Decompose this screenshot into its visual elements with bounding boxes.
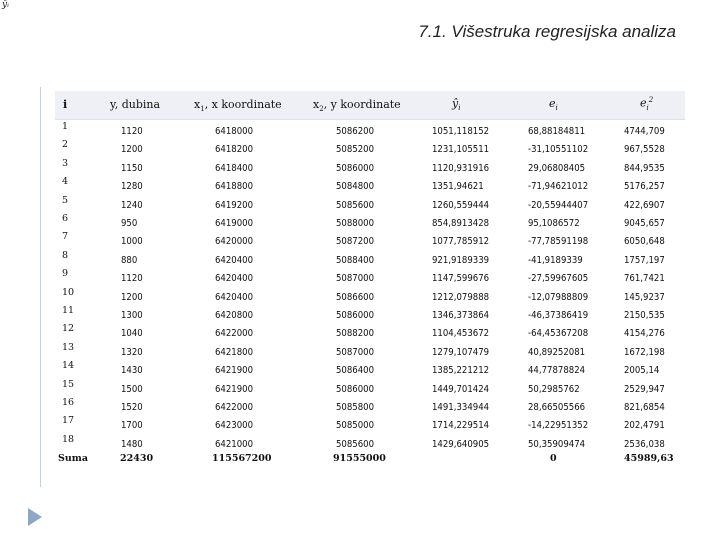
cell-x2: 5084800: [336, 181, 375, 193]
cell-x1: 6420400: [215, 291, 254, 303]
cell-e2: 1672,198: [624, 346, 665, 358]
cell-yhat: 1120,931916: [432, 162, 490, 174]
cell-x2: 5087200: [336, 236, 375, 248]
cell-e: -20,55944407: [528, 199, 589, 211]
cell-e2: 761,7421: [624, 273, 665, 285]
row-index: 17: [62, 415, 75, 427]
row-index: 15: [62, 378, 75, 390]
cell-x2: 5086000: [336, 310, 375, 321]
cell-x2: 5086400: [336, 365, 375, 377]
row-index: 12: [62, 323, 75, 335]
cell-x1: 6420800: [215, 310, 254, 321]
row-index: 8: [62, 249, 69, 261]
cell-x2: 5085000: [336, 420, 375, 432]
cell-e2: 422,6907: [624, 199, 665, 211]
row-index: 2: [62, 139, 69, 151]
cell-yhat: 1491,334944: [432, 402, 490, 413]
header-e: $e_i$: [549, 97, 558, 113]
cell-x2: 5088400: [336, 254, 375, 266]
cell-x1: 6420400: [215, 254, 254, 266]
cell-e2: 145,9237: [624, 291, 665, 303]
sum-e2: 45989,63: [624, 453, 674, 464]
header-yhat: $ŷ_i$: [452, 97, 461, 113]
sum-y: 22430: [120, 453, 154, 464]
row-index: 18: [62, 433, 75, 445]
cell-yhat: 1351,94621: [432, 181, 484, 193]
cell-y: 1700: [121, 420, 143, 432]
cell-x1: 6422000: [215, 402, 254, 413]
cell-e2: 2536,038: [624, 438, 665, 450]
cell-x2: 5085600: [336, 438, 375, 450]
cell-e2: 821,6854: [624, 402, 665, 413]
cell-y: 1000: [121, 236, 143, 248]
cell-y: 1320: [121, 346, 143, 358]
row-index: 5: [62, 194, 69, 206]
cell-e2: 4154,276: [624, 328, 665, 340]
cell-x1: 6420000: [215, 236, 254, 248]
cell-e: 28,66505566: [528, 402, 586, 413]
sum-x2: 91555000: [333, 453, 386, 464]
cell-yhat: 1051,118152: [432, 126, 490, 137]
cell-yhat: 1429,640905: [432, 438, 490, 450]
cell-x2: 5085200: [336, 144, 375, 156]
cell-x2: 5086600: [336, 291, 375, 303]
cell-yhat: 854,8913428: [432, 218, 490, 229]
row-index: 10: [62, 286, 75, 298]
cell-yhat: 1212,079888: [432, 291, 490, 303]
cell-x1: 6421800: [215, 346, 254, 358]
cell-x1: 6418800: [215, 181, 254, 193]
row-index: 6: [62, 213, 69, 224]
sum-x1: 115567200: [212, 453, 272, 464]
cell-y: 1520: [121, 402, 143, 413]
cell-e2: 4744,709: [624, 126, 665, 137]
cell-e2: 2529,947: [624, 383, 665, 395]
cell-yhat: 1231,105511: [432, 144, 490, 156]
cell-y: 1040: [121, 328, 143, 340]
cell-e2: 9045,657: [624, 218, 665, 229]
cell-yhat: 1077,785912: [432, 236, 490, 248]
cell-e: 68,88184811: [528, 126, 586, 137]
cell-e2: 6050,648: [624, 236, 665, 248]
cell-y: 1200: [121, 144, 143, 156]
cell-yhat: 1385,221212: [432, 365, 490, 377]
cell-x2: 5085600: [336, 199, 375, 211]
cell-yhat: 1449,701424: [432, 383, 490, 395]
row-index: 7: [62, 231, 69, 243]
cell-yhat: 921,9189339: [432, 254, 490, 266]
row-index: 4: [62, 176, 69, 188]
cell-y: 1120: [121, 126, 143, 137]
cell-e: -27,59967605: [528, 273, 589, 285]
corner-mark: ŷᵢ: [2, 0, 9, 10]
row-index: 3: [62, 157, 69, 169]
cell-e2: 844,9535: [624, 162, 665, 174]
cell-yhat: 1260,559444: [432, 199, 490, 211]
cell-e2: 5176,257: [624, 181, 665, 193]
cell-e: -41,9189339: [528, 254, 583, 266]
cell-e: -64,45367208: [528, 328, 589, 340]
cell-yhat: 1279,107479: [432, 346, 490, 358]
header-y: y, dubina: [110, 98, 161, 111]
cell-e2: 2005,14: [624, 365, 660, 377]
sum-label: Suma: [58, 453, 88, 464]
cell-e2: 2150,535: [624, 310, 665, 321]
cell-x1: 6418200: [215, 144, 254, 156]
slide-title: 7.1. Višestruka regresijska analiza: [418, 22, 676, 41]
cell-y: 1430: [121, 365, 143, 377]
cell-e: 50,2985762: [528, 383, 580, 395]
cell-x2: 5086000: [336, 162, 375, 174]
cell-x2: 5088000: [336, 218, 375, 229]
cell-y: 880: [121, 254, 138, 266]
sum-e: 0: [550, 453, 557, 464]
cell-x2: 5087000: [336, 346, 375, 358]
cell-e: 29,06808405: [528, 162, 586, 174]
cell-x1: 6421900: [215, 383, 254, 395]
row-index: 9: [62, 268, 69, 280]
cell-x2: 5088200: [336, 328, 375, 340]
header-x1: $x_1$, x koordinate: [194, 98, 282, 114]
cell-x1: 6421000: [215, 438, 254, 450]
cell-y: 1480: [121, 438, 143, 450]
cell-yhat: 1346,373864: [432, 310, 490, 321]
cell-e: 50,35909474: [528, 438, 586, 450]
cell-e: -77,78591198: [528, 236, 589, 248]
cell-yhat: 1104,453672: [432, 328, 490, 340]
cell-e: -46,37386419: [528, 310, 589, 321]
header-i: i: [63, 98, 68, 111]
cell-e: 40,89252081: [528, 346, 586, 358]
row-index: 13: [62, 341, 75, 353]
cell-yhat: 1147,599676: [432, 273, 490, 285]
nav-arrow-icon[interactable]: [28, 508, 42, 526]
cell-x1: 6422000: [215, 328, 254, 340]
cell-yhat: 1714,229514: [432, 420, 490, 432]
cell-y: 1120: [121, 273, 143, 285]
cell-e: -14,22951352: [528, 420, 589, 432]
cell-e2: 1757,197: [624, 254, 665, 266]
cell-x1: 6418000: [215, 126, 254, 137]
cell-e: 44,77878824: [528, 365, 586, 377]
cell-y: 1280: [121, 181, 143, 193]
cell-e: 95,1086572: [528, 218, 580, 229]
cell-y: 1500: [121, 383, 143, 395]
cell-x1: 6423000: [215, 420, 254, 432]
cell-e2: 967,5528: [624, 144, 665, 156]
header-e2: $e_i^2$: [640, 96, 654, 112]
cell-x2: 5087000: [336, 273, 375, 285]
cell-y: 1200: [121, 291, 143, 303]
row-index: 14: [62, 360, 75, 372]
cell-x1: 6418400: [215, 162, 254, 174]
row-index: 1: [62, 121, 69, 132]
cell-y: 1240: [121, 199, 143, 211]
header-x2: $x_2$, y koordinate: [313, 98, 401, 114]
cell-x1: 6421900: [215, 365, 254, 377]
row-index: 16: [62, 397, 75, 408]
cell-y: 950: [121, 218, 138, 229]
row-index: 11: [62, 305, 75, 316]
cell-x2: 5085800: [336, 402, 375, 413]
cell-e2: 202,4791: [624, 420, 665, 432]
cell-x2: 5086200: [336, 126, 375, 137]
cell-x2: 5086000: [336, 383, 375, 395]
cell-y: 1300: [121, 310, 143, 321]
cell-x1: 6419200: [215, 199, 254, 211]
cell-x1: 6419000: [215, 218, 254, 229]
cell-x1: 6420400: [215, 273, 254, 285]
cell-e: -71,94621012: [528, 181, 589, 193]
cell-y: 1150: [121, 162, 143, 174]
cell-e: -31,10551102: [528, 144, 589, 156]
cell-e: -12,07988809: [528, 291, 589, 303]
